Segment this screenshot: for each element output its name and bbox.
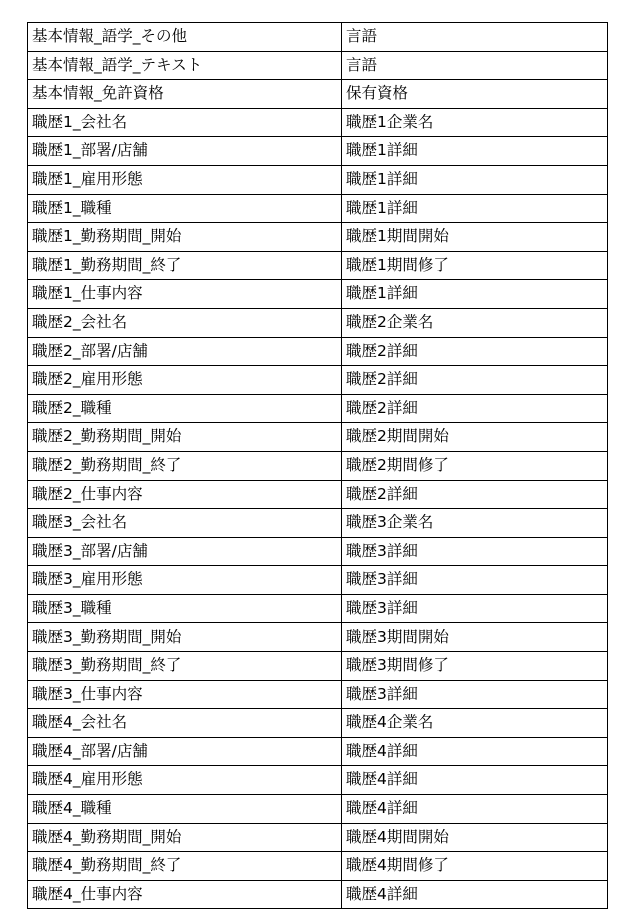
table-row [28, 566, 608, 595]
source-field-cell[interactable]: 職歴2_仕事内容 [28, 480, 342, 509]
target-field-cell[interactable]: 職歴3期間修了 [342, 652, 608, 681]
target-field-cell[interactable]: 職歴1企業名 [342, 108, 608, 137]
target-field-cell[interactable]: 職歴2期間修了 [342, 451, 608, 480]
target-field-cell[interactable]: 職歴3詳細 [342, 680, 608, 709]
source-field-cell[interactable]: 職歴1_勤務期間_終了 [28, 251, 342, 280]
table-row [28, 337, 608, 366]
table-row [28, 680, 608, 709]
target-field-cell[interactable]: 職歴1詳細 [342, 165, 608, 194]
table-row [28, 509, 608, 538]
table-row [28, 308, 608, 337]
target-field-cell[interactable]: 職歴4期間開始 [342, 823, 608, 852]
source-field-cell[interactable]: 職歴1_会社名 [28, 108, 342, 137]
table-row [28, 537, 608, 566]
source-field-cell[interactable]: 職歴2_職種 [28, 394, 342, 423]
source-field-cell[interactable]: 職歴3_仕事内容 [28, 680, 342, 709]
source-field-cell[interactable]: 職歴3_雇用形態 [28, 566, 342, 595]
source-field-cell[interactable]: 基本情報_語学_その他 [28, 23, 342, 52]
source-field-cell[interactable]: 職歴2_勤務期間_終了 [28, 451, 342, 480]
target-field-cell[interactable]: 言語 [342, 51, 608, 80]
table-row [28, 251, 608, 280]
source-field-cell[interactable]: 職歴2_雇用形態 [28, 366, 342, 395]
table-row [28, 451, 608, 480]
source-field-cell[interactable]: 職歴1_部署/店舗 [28, 137, 342, 166]
target-field-cell[interactable]: 職歴4詳細 [342, 880, 608, 909]
source-field-cell[interactable]: 職歴3_会社名 [28, 509, 342, 538]
table-row [28, 852, 608, 881]
table-row [28, 280, 608, 309]
target-field-cell[interactable]: 職歴1詳細 [342, 194, 608, 223]
table-row [28, 223, 608, 252]
target-field-cell[interactable]: 職歴2詳細 [342, 480, 608, 509]
source-field-cell[interactable]: 職歴1_職種 [28, 194, 342, 223]
target-field-cell[interactable]: 職歴4詳細 [342, 737, 608, 766]
table-row [28, 423, 608, 452]
source-field-cell[interactable]: 職歴4_雇用形態 [28, 766, 342, 795]
source-field-cell[interactable]: 職歴4_勤務期間_終了 [28, 852, 342, 881]
table-row [28, 108, 608, 137]
target-field-cell[interactable]: 職歴1詳細 [342, 280, 608, 309]
table-row [28, 652, 608, 681]
target-field-cell[interactable]: 言語 [342, 23, 608, 52]
field-mapping-sheet [27, 22, 608, 909]
source-field-cell[interactable]: 基本情報_免許資格 [28, 80, 342, 109]
source-field-cell[interactable]: 職歴1_雇用形態 [28, 165, 342, 194]
table-row [28, 795, 608, 824]
target-field-cell[interactable]: 職歴1期間開始 [342, 223, 608, 252]
target-field-cell[interactable]: 職歴4企業名 [342, 709, 608, 738]
table-row [28, 709, 608, 738]
target-field-cell[interactable]: 職歴4詳細 [342, 766, 608, 795]
field-mapping-table [27, 22, 608, 909]
source-field-cell[interactable]: 職歴4_職種 [28, 795, 342, 824]
table-row [28, 737, 608, 766]
source-field-cell[interactable]: 職歴2_会社名 [28, 308, 342, 337]
target-field-cell[interactable]: 職歴3企業名 [342, 509, 608, 538]
table-row [28, 23, 608, 52]
table-row [28, 880, 608, 909]
table-row [28, 594, 608, 623]
source-field-cell[interactable]: 職歴3_部署/店舗 [28, 537, 342, 566]
target-field-cell[interactable]: 職歴4期間修了 [342, 852, 608, 881]
target-field-cell[interactable]: 職歴2詳細 [342, 394, 608, 423]
table-body [28, 23, 608, 909]
table-row [28, 480, 608, 509]
source-field-cell[interactable]: 職歴1_仕事内容 [28, 280, 342, 309]
source-field-cell[interactable]: 職歴2_勤務期間_開始 [28, 423, 342, 452]
target-field-cell[interactable]: 職歴1詳細 [342, 137, 608, 166]
target-field-cell[interactable]: 職歴2詳細 [342, 366, 608, 395]
source-field-cell[interactable]: 職歴1_勤務期間_開始 [28, 223, 342, 252]
target-field-cell[interactable]: 保有資格 [342, 80, 608, 109]
target-field-cell[interactable]: 職歴1期間修了 [342, 251, 608, 280]
table-row [28, 194, 608, 223]
target-field-cell[interactable]: 職歴3詳細 [342, 594, 608, 623]
target-field-cell[interactable]: 職歴2期間開始 [342, 423, 608, 452]
table-row [28, 623, 608, 652]
source-field-cell[interactable]: 職歴4_部署/店舗 [28, 737, 342, 766]
table-row [28, 394, 608, 423]
table-row [28, 80, 608, 109]
source-field-cell[interactable]: 職歴3_勤務期間_終了 [28, 652, 342, 681]
table-row [28, 366, 608, 395]
source-field-cell[interactable]: 職歴3_勤務期間_開始 [28, 623, 342, 652]
target-field-cell[interactable]: 職歴3詳細 [342, 537, 608, 566]
target-field-cell[interactable]: 職歴3期間開始 [342, 623, 608, 652]
table-row [28, 766, 608, 795]
target-field-cell[interactable]: 職歴4詳細 [342, 795, 608, 824]
table-row [28, 51, 608, 80]
source-field-cell[interactable]: 職歴3_職種 [28, 594, 342, 623]
target-field-cell[interactable]: 職歴3詳細 [342, 566, 608, 595]
source-field-cell[interactable]: 職歴4_仕事内容 [28, 880, 342, 909]
table-row [28, 165, 608, 194]
target-field-cell[interactable]: 職歴2詳細 [342, 337, 608, 366]
source-field-cell[interactable]: 職歴2_部署/店舗 [28, 337, 342, 366]
source-field-cell[interactable]: 職歴4_会社名 [28, 709, 342, 738]
source-field-cell[interactable]: 職歴4_勤務期間_開始 [28, 823, 342, 852]
target-field-cell[interactable]: 職歴2企業名 [342, 308, 608, 337]
table-row [28, 823, 608, 852]
table-row [28, 137, 608, 166]
source-field-cell[interactable]: 基本情報_語学_テキスト [28, 51, 342, 80]
